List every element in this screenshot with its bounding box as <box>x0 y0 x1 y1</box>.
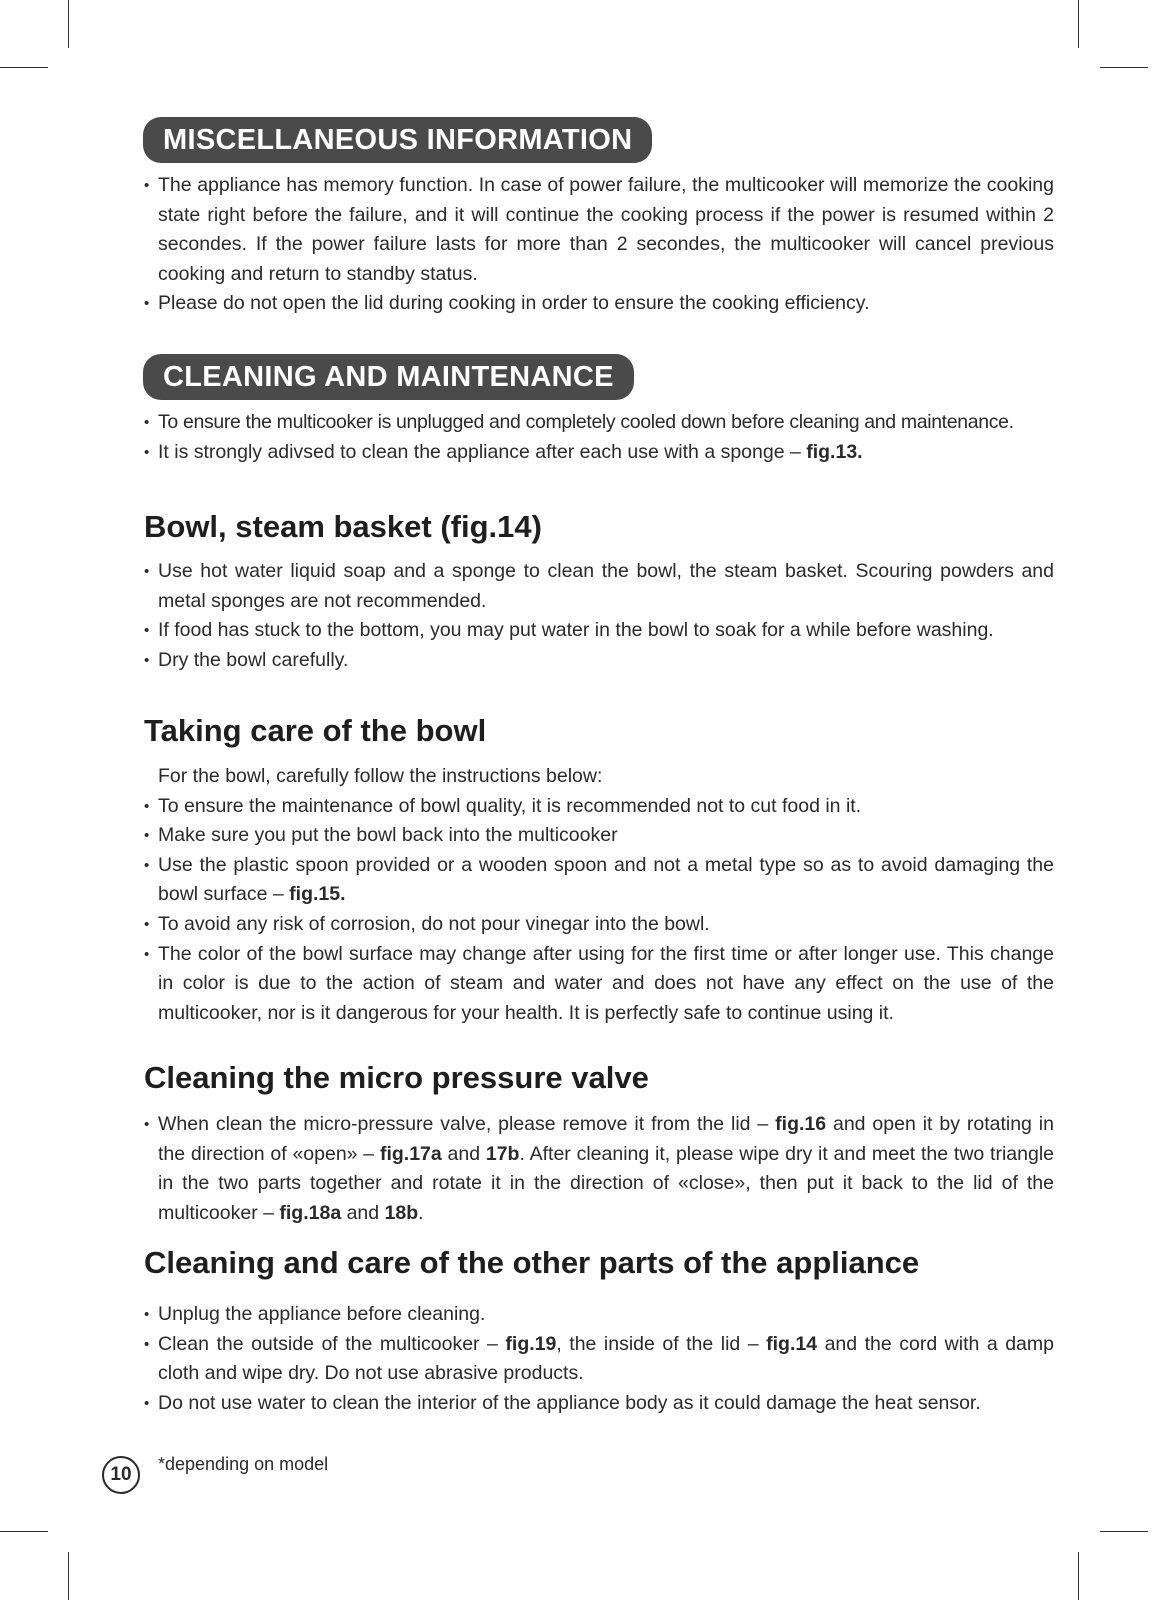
footnote: *depending on model <box>158 1454 329 1474</box>
section-header-misc: MISCELLANEOUS INFORMATION <box>143 117 652 163</box>
list-item: • To avoid any risk of corrosion, do not pour vinegar into the bowl. <box>144 910 1054 940</box>
text-run: When clean the micro-pressure valve, please remove it from the lid – <box>158 1113 776 1135</box>
list-item: • Dry the bowl carefully. <box>144 646 1054 676</box>
heading-bowl-steam-basket: Bowl, steam basket (fig.14) <box>144 509 542 544</box>
text-run: , the inside of the lid – <box>556 1332 767 1355</box>
intro-text: For the bowl, carefully follow the instructions below: <box>158 765 603 787</box>
list-item: • Unplug the appliance before cleaning. <box>144 1300 1054 1330</box>
list-item: • If food has stuck to the bottom, you may put water in the bowl to soak for a while before washing. <box>144 616 1054 646</box>
list-item: • Use hot water liquid soap and a sponge to clean the bowl, the steam basket. Scouring powders and metal sponges are not recommended. <box>144 557 1054 616</box>
fig-reference: fig.14 <box>766 1332 818 1355</box>
text-run: and <box>341 1201 385 1224</box>
fig-reference: 17b <box>485 1142 520 1165</box>
text-run: . <box>418 1201 424 1224</box>
list-item: • The appliance has memory function. In case of power failure, the multicooker will memorize the cooking state right before the failure, and it will continue the cooking process if the power is resumed within 2 secondes. If the power failure lasts for more than 2 secondes, the multicooker will cancel previous cooking and return to standby status. <box>144 171 1054 289</box>
fig-reference: fig.17a <box>379 1142 442 1165</box>
fig-reference: fig.16 <box>775 1113 827 1135</box>
crop-mark <box>1100 67 1148 68</box>
cleaning-list <box>144 408 1054 467</box>
fig-reference: fig.18a <box>279 1201 342 1224</box>
fig-reference: fig.13. <box>806 440 863 463</box>
text-run: and open it by rotating in the direction of «open» – <box>158 1113 1054 1165</box>
valve-list <box>144 1110 1054 1228</box>
list-item: • Please do not open the lid during cooking in order to ensure the cooking efficiency. <box>144 289 1054 319</box>
crop-mark <box>1078 1552 1079 1600</box>
misc-list <box>144 171 1054 319</box>
crop-mark <box>1078 0 1079 48</box>
heading-taking-care-bowl: Taking care of the bowl <box>144 713 487 748</box>
text-run: and the cord with a damp cloth and wipe dry. Do not use abrasive products. <box>158 1332 1054 1385</box>
list-item: • To ensure the multicooker is unplugged and completely cooled down before cleaning and maintenance. <box>144 408 1054 438</box>
list-item-text: Use the plastic spoon provided or a wooden spoon and not a metal type so as to avoid damaging the bowl surface – <box>158 853 1054 906</box>
list-item: • Do not use water to clean the interior of the appliance body as it could damage the heat sensor. <box>144 1389 1054 1419</box>
text-run: Clean the outside of the multicooker – <box>158 1332 506 1355</box>
list-item: • Make sure you put the bowl back into the multicooker <box>144 821 1054 851</box>
list-item-text: It is strongly adivsed to clean the appliance after each use with a sponge – <box>158 440 807 463</box>
list-item: • The color of the bowl surface may change after using for the first time or after longer use. This change in color is due to the action of steam and water and does not have any effect on the use of the multicooker, nor is it dangerous for your health. It is perfectly safe to continue using it. <box>144 940 1054 1029</box>
bowl-basket-list <box>144 557 1054 675</box>
list-item <box>144 1330 1054 1389</box>
page-number: 10 <box>102 1456 140 1494</box>
text-run: and <box>441 1142 486 1165</box>
crop-mark <box>68 1552 69 1600</box>
list-item <box>144 851 1054 910</box>
crop-mark <box>0 67 48 68</box>
bowl-care-list <box>144 762 1054 1028</box>
fig-reference: fig.15. <box>289 883 346 906</box>
crop-mark <box>1100 1531 1148 1532</box>
fig-reference: 18b <box>384 1201 419 1224</box>
section-header-cleaning: CLEANING AND MAINTENANCE <box>143 354 634 400</box>
other-parts-list <box>144 1300 1054 1418</box>
heading-micro-pressure-valve: Cleaning the micro pressure valve <box>144 1060 649 1095</box>
crop-mark <box>0 1531 48 1532</box>
list-item <box>144 1110 1054 1228</box>
text-run: . After cleaning it, please wipe dry it and meet the two triangle in the two parts together and rotate it in the direction of «close», then put it back to the lid of the multicooker – <box>158 1142 1054 1224</box>
crop-mark <box>68 0 69 48</box>
list-item: • To ensure the maintenance of bowl quality, it is recommended not to cut food in it. <box>144 792 1054 822</box>
heading-other-parts: Cleaning and care of the other parts of the appliance <box>144 1245 920 1280</box>
fig-reference: fig.19 <box>505 1332 557 1355</box>
list-item <box>144 438 1054 468</box>
